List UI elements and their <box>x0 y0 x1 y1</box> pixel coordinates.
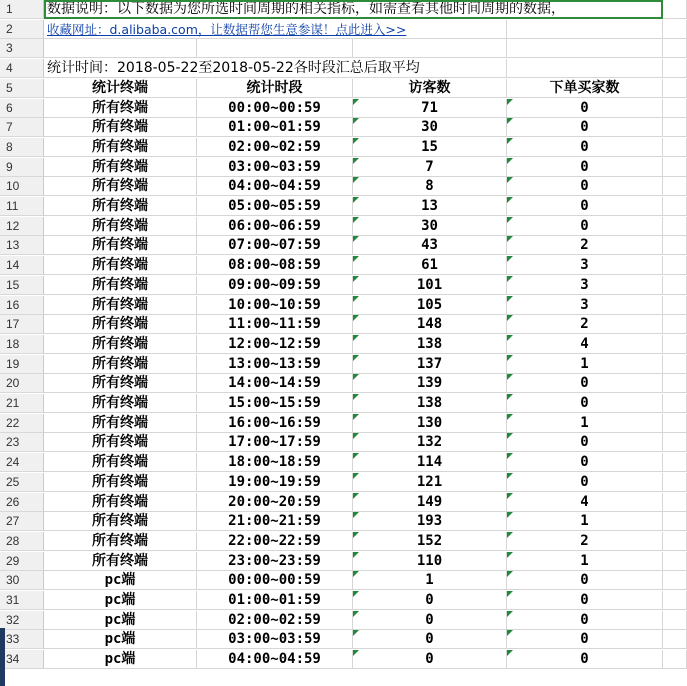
buyers-cell[interactable]: 0 <box>507 99 663 118</box>
buyers-cell[interactable]: 0 <box>507 118 663 137</box>
empty-cell[interactable] <box>663 433 687 452</box>
terminal-cell[interactable]: 所有终端 <box>44 473 197 492</box>
empty-cell[interactable] <box>663 138 687 157</box>
visitors-cell[interactable]: 138 <box>353 335 507 354</box>
empty-cell[interactable] <box>663 611 687 630</box>
terminal-cell[interactable]: 所有终端 <box>44 296 197 315</box>
row-header[interactable]: 21 <box>0 394 44 413</box>
visitors-cell[interactable]: 193 <box>353 512 507 531</box>
period-cell[interactable]: 13:00~13:59 <box>197 355 353 374</box>
terminal-cell[interactable]: 所有终端 <box>44 315 197 334</box>
terminal-cell[interactable]: pc端 <box>44 611 197 630</box>
row-header[interactable]: 16 <box>0 296 44 315</box>
terminal-cell[interactable]: 所有终端 <box>44 394 197 413</box>
terminal-cell[interactable]: 所有终端 <box>44 532 197 551</box>
buyers-cell[interactable]: 4 <box>507 493 663 512</box>
sheet-row <box>0 453 687 472</box>
row-header[interactable]: 28 <box>0 532 44 551</box>
empty-cell[interactable] <box>663 355 687 374</box>
visitors-cell[interactable]: 0 <box>353 630 507 649</box>
period-cell[interactable]: 04:00~04:59 <box>197 650 353 669</box>
sheet-row <box>0 79 687 98</box>
empty-cell[interactable] <box>663 315 687 334</box>
visitors-cell[interactable]: 15 <box>353 138 507 157</box>
period-cell[interactable]: 20:00~20:59 <box>197 493 353 512</box>
buyers-cell[interactable]: 0 <box>507 630 663 649</box>
terminal-cell[interactable]: pc端 <box>44 630 197 649</box>
terminal-cell[interactable]: 所有终端 <box>44 374 197 393</box>
statistics-time-cell[interactable]: 统计时间：2018-05-22至2018-05-22各时段汇总后取平均 <box>44 59 353 78</box>
sheet-row <box>0 59 687 78</box>
sheet-row <box>0 296 687 315</box>
row-header[interactable]: 17 <box>0 315 44 334</box>
period-cell[interactable]: 10:00~10:59 <box>197 296 353 315</box>
visitors-cell[interactable]: 30 <box>353 217 507 236</box>
buyers-cell[interactable]: 0 <box>507 217 663 236</box>
empty-cell[interactable] <box>663 236 687 255</box>
period-cell[interactable]: 22:00~22:59 <box>197 532 353 551</box>
sheet-row <box>0 355 687 374</box>
empty-cell[interactable] <box>663 374 687 393</box>
period-cell[interactable]: 07:00~07:59 <box>197 236 353 255</box>
window-edge <box>0 628 5 686</box>
empty-cell[interactable] <box>663 552 687 571</box>
sheet-row <box>0 197 687 216</box>
period-cell[interactable]: 12:00~12:59 <box>197 335 353 354</box>
sheet-row <box>0 177 687 196</box>
row-header[interactable]: 9 <box>0 158 44 177</box>
empty-cell[interactable] <box>44 39 197 58</box>
buyers-cell[interactable]: 3 <box>507 296 663 315</box>
sheet-row <box>0 20 687 39</box>
visitors-cell[interactable]: 148 <box>353 315 507 334</box>
terminal-cell[interactable]: 所有终端 <box>44 414 197 433</box>
row-header[interactable]: 23 <box>0 433 44 452</box>
row-header[interactable]: 12 <box>0 217 44 236</box>
sheet-row <box>0 335 687 354</box>
row-header[interactable]: 22 <box>0 414 44 433</box>
terminal-cell[interactable]: 所有终端 <box>44 493 197 512</box>
sheet-row <box>0 118 687 137</box>
row-header[interactable]: 15 <box>0 276 44 295</box>
period-cell[interactable]: 23:00~23:59 <box>197 552 353 571</box>
sheet-row <box>0 99 687 118</box>
row-header[interactable]: 11 <box>0 197 44 216</box>
terminal-cell[interactable]: 所有终端 <box>44 197 197 216</box>
terminal-cell[interactable]: 所有终端 <box>44 433 197 452</box>
terminal-cell[interactable]: 所有终端 <box>44 236 197 255</box>
sheet-row <box>0 236 687 255</box>
period-cell[interactable]: 16:00~16:59 <box>197 414 353 433</box>
visitors-cell[interactable]: 7 <box>353 158 507 177</box>
row-header[interactable]: 20 <box>0 374 44 393</box>
column-header-cell[interactable]: 统计终端 <box>44 79 197 98</box>
sheet-row <box>0 158 687 177</box>
row-header[interactable]: 31 <box>0 591 44 610</box>
column-header-cell[interactable]: 统计时段 <box>197 79 353 98</box>
row-header[interactable]: 6 <box>0 99 44 118</box>
row-header[interactable]: 25 <box>0 473 44 492</box>
terminal-cell[interactable]: pc端 <box>44 571 197 590</box>
empty-cell[interactable] <box>663 0 687 19</box>
row-header[interactable]: 7 <box>0 118 44 137</box>
empty-cell[interactable] <box>663 650 687 669</box>
buyers-cell[interactable]: 0 <box>507 138 663 157</box>
period-cell[interactable]: 19:00~19:59 <box>197 473 353 492</box>
visitors-cell[interactable]: 149 <box>353 493 507 512</box>
bookmark-link[interactable]: 收藏网址：d.alibaba.com，让数据帮您生意参谋！点此进入>> <box>44 20 353 39</box>
terminal-cell[interactable]: 所有终端 <box>44 256 197 275</box>
row-header[interactable]: 5 <box>0 79 44 98</box>
empty-cell[interactable] <box>507 59 663 78</box>
terminal-cell[interactable]: pc端 <box>44 650 197 669</box>
sheet-row <box>0 571 687 590</box>
empty-cell[interactable] <box>663 177 687 196</box>
sheet-row <box>0 39 687 58</box>
period-cell[interactable]: 02:00~02:59 <box>197 138 353 157</box>
empty-cell[interactable] <box>663 296 687 315</box>
visitors-cell[interactable]: 30 <box>353 118 507 137</box>
sheet-row <box>0 394 687 413</box>
row-header[interactable]: 1 <box>0 0 44 19</box>
empty-cell[interactable] <box>353 39 507 58</box>
period-cell[interactable]: 01:00~01:59 <box>197 118 353 137</box>
empty-cell[interactable] <box>663 512 687 531</box>
row-header[interactable]: 4 <box>0 59 44 78</box>
buyers-cell[interactable]: 0 <box>507 394 663 413</box>
empty-cell[interactable] <box>663 79 687 98</box>
sheet-row <box>0 493 687 512</box>
sheet-row <box>0 217 687 236</box>
visitors-cell[interactable]: 101 <box>353 276 507 295</box>
period-cell[interactable]: 03:00~03:59 <box>197 158 353 177</box>
empty-cell[interactable] <box>663 473 687 492</box>
row-header[interactable]: 24 <box>0 453 44 472</box>
sheet-row <box>0 256 687 275</box>
buyers-cell[interactable]: 1 <box>507 552 663 571</box>
row-header[interactable]: 8 <box>0 138 44 157</box>
empty-cell[interactable] <box>663 571 687 590</box>
period-cell[interactable]: 03:00~03:59 <box>197 630 353 649</box>
period-cell[interactable]: 09:00~09:59 <box>197 276 353 295</box>
visitors-cell[interactable]: 105 <box>353 296 507 315</box>
empty-cell[interactable] <box>353 59 507 78</box>
sheet-row <box>0 473 687 492</box>
terminal-cell[interactable]: 所有终端 <box>44 276 197 295</box>
empty-cell[interactable] <box>663 20 687 39</box>
buyers-cell[interactable]: 2 <box>507 236 663 255</box>
buyers-cell[interactable]: 3 <box>507 256 663 275</box>
visitors-cell[interactable]: 130 <box>353 414 507 433</box>
buyers-cell[interactable]: 4 <box>507 335 663 354</box>
visitors-cell[interactable]: 138 <box>353 394 507 413</box>
empty-cell[interactable] <box>353 20 507 39</box>
buyers-cell[interactable]: 0 <box>507 158 663 177</box>
buyers-cell[interactable]: 0 <box>507 591 663 610</box>
visitors-cell[interactable]: 139 <box>353 374 507 393</box>
empty-cell[interactable] <box>663 414 687 433</box>
buyers-cell[interactable]: 0 <box>507 374 663 393</box>
empty-cell[interactable] <box>663 39 687 58</box>
data-description-cell[interactable]: 数据说明：以下数据为您所选时间周期的相关指标，如需查看其他时间周期的数据， <box>44 0 663 19</box>
empty-cell[interactable] <box>663 493 687 512</box>
terminal-cell[interactable]: 所有终端 <box>44 99 197 118</box>
buyers-cell[interactable]: 0 <box>507 177 663 196</box>
visitors-cell[interactable]: 0 <box>353 650 507 669</box>
period-cell[interactable]: 01:00~01:59 <box>197 591 353 610</box>
column-header-cell[interactable]: 访客数 <box>353 79 507 98</box>
buyers-cell[interactable]: 1 <box>507 355 663 374</box>
buyers-cell[interactable]: 0 <box>507 611 663 630</box>
buyers-cell[interactable]: 0 <box>507 453 663 472</box>
visitors-cell[interactable]: 0 <box>353 591 507 610</box>
sheet-row <box>0 532 687 551</box>
sheet-row <box>0 276 687 295</box>
empty-cell[interactable] <box>663 158 687 177</box>
empty-cell[interactable] <box>663 394 687 413</box>
buyers-cell[interactable]: 0 <box>507 433 663 452</box>
row-header[interactable]: 33 <box>0 630 44 649</box>
buyers-cell[interactable]: 1 <box>507 414 663 433</box>
empty-cell[interactable] <box>663 532 687 551</box>
row-header[interactable]: 2 <box>0 20 44 39</box>
terminal-cell[interactable]: 所有终端 <box>44 552 197 571</box>
empty-cell[interactable] <box>663 591 687 610</box>
sheet-row <box>0 512 687 531</box>
visitors-cell[interactable]: 8 <box>353 177 507 196</box>
period-cell[interactable]: 02:00~02:59 <box>197 611 353 630</box>
terminal-cell[interactable]: 所有终端 <box>44 177 197 196</box>
terminal-cell[interactable]: 所有终端 <box>44 217 197 236</box>
row-header[interactable]: 29 <box>0 552 44 571</box>
visitors-cell[interactable]: 121 <box>353 473 507 492</box>
visitors-cell[interactable]: 61 <box>353 256 507 275</box>
buyers-cell[interactable]: 1 <box>507 512 663 531</box>
terminal-cell[interactable]: 所有终端 <box>44 158 197 177</box>
row-header[interactable]: 26 <box>0 493 44 512</box>
empty-cell[interactable] <box>663 630 687 649</box>
row-header[interactable]: 27 <box>0 512 44 531</box>
empty-cell[interactable] <box>663 217 687 236</box>
sheet-row <box>0 315 687 334</box>
terminal-cell[interactable]: 所有终端 <box>44 118 197 137</box>
row-header[interactable]: 13 <box>0 236 44 255</box>
column-header-cell[interactable]: 下单买家数 <box>507 79 663 98</box>
empty-cell[interactable] <box>663 197 687 216</box>
sheet-row <box>0 138 687 157</box>
visitors-cell[interactable]: 1 <box>353 571 507 590</box>
empty-cell[interactable] <box>507 20 663 39</box>
visitors-cell[interactable]: 110 <box>353 552 507 571</box>
buyers-cell[interactable]: 0 <box>507 650 663 669</box>
sheet-row <box>0 650 687 669</box>
period-cell[interactable]: 21:00~21:59 <box>197 512 353 531</box>
empty-cell[interactable] <box>663 256 687 275</box>
empty-cell[interactable] <box>197 39 353 58</box>
empty-cell[interactable] <box>507 39 663 58</box>
sheet-row <box>0 552 687 571</box>
sheet-row <box>0 0 687 19</box>
buyers-cell[interactable]: 0 <box>507 473 663 492</box>
sheet-row <box>0 374 687 393</box>
sheet-row <box>0 630 687 649</box>
row-header[interactable]: 18 <box>0 335 44 354</box>
row-header[interactable]: 30 <box>0 571 44 590</box>
visitors-cell[interactable]: 132 <box>353 433 507 452</box>
buyers-cell[interactable]: 0 <box>507 197 663 216</box>
row-header[interactable]: 10 <box>0 177 44 196</box>
sheet-row <box>0 591 687 610</box>
terminal-cell[interactable]: 所有终端 <box>44 453 197 472</box>
visitors-cell[interactable]: 152 <box>353 532 507 551</box>
empty-cell[interactable] <box>663 453 687 472</box>
period-cell[interactable]: 18:00~18:59 <box>197 453 353 472</box>
period-cell[interactable]: 04:00~04:59 <box>197 177 353 196</box>
visitors-cell[interactable]: 43 <box>353 236 507 255</box>
sheet-row <box>0 414 687 433</box>
period-cell[interactable]: 15:00~15:59 <box>197 394 353 413</box>
period-cell[interactable]: 11:00~11:59 <box>197 315 353 334</box>
terminal-cell[interactable]: 所有终端 <box>44 335 197 354</box>
row-header[interactable]: 14 <box>0 256 44 275</box>
period-cell[interactable]: 06:00~06:59 <box>197 217 353 236</box>
row-header[interactable]: 34 <box>0 650 44 669</box>
visitors-cell[interactable]: 114 <box>353 453 507 472</box>
buyers-cell[interactable]: 2 <box>507 532 663 551</box>
buyers-cell[interactable]: 3 <box>507 276 663 295</box>
visitors-cell[interactable]: 137 <box>353 355 507 374</box>
period-cell[interactable]: 17:00~17:59 <box>197 433 353 452</box>
terminal-cell[interactable]: 所有终端 <box>44 138 197 157</box>
period-cell[interactable]: 14:00~14:59 <box>197 374 353 393</box>
sheet-row <box>0 433 687 452</box>
row-header[interactable]: 32 <box>0 611 44 630</box>
buyers-cell[interactable]: 0 <box>507 571 663 590</box>
terminal-cell[interactable]: 所有终端 <box>44 512 197 531</box>
empty-cell[interactable] <box>663 118 687 137</box>
empty-cell[interactable] <box>663 276 687 295</box>
visitors-cell[interactable]: 13 <box>353 197 507 216</box>
period-cell[interactable]: 05:00~05:59 <box>197 197 353 216</box>
row-header[interactable]: 3 <box>0 39 44 58</box>
period-cell[interactable]: 00:00~00:59 <box>197 571 353 590</box>
sheet-row <box>0 611 687 630</box>
buyers-cell[interactable]: 2 <box>507 315 663 334</box>
empty-cell[interactable] <box>663 335 687 354</box>
period-cell[interactable]: 08:00~08:59 <box>197 256 353 275</box>
visitors-cell[interactable]: 0 <box>353 611 507 630</box>
row-header[interactable]: 19 <box>0 355 44 374</box>
terminal-cell[interactable]: pc端 <box>44 591 197 610</box>
period-cell[interactable]: 00:00~00:59 <box>197 99 353 118</box>
visitors-cell[interactable]: 71 <box>353 99 507 118</box>
empty-cell[interactable] <box>663 59 687 78</box>
empty-cell[interactable] <box>663 99 687 118</box>
terminal-cell[interactable]: 所有终端 <box>44 355 197 374</box>
